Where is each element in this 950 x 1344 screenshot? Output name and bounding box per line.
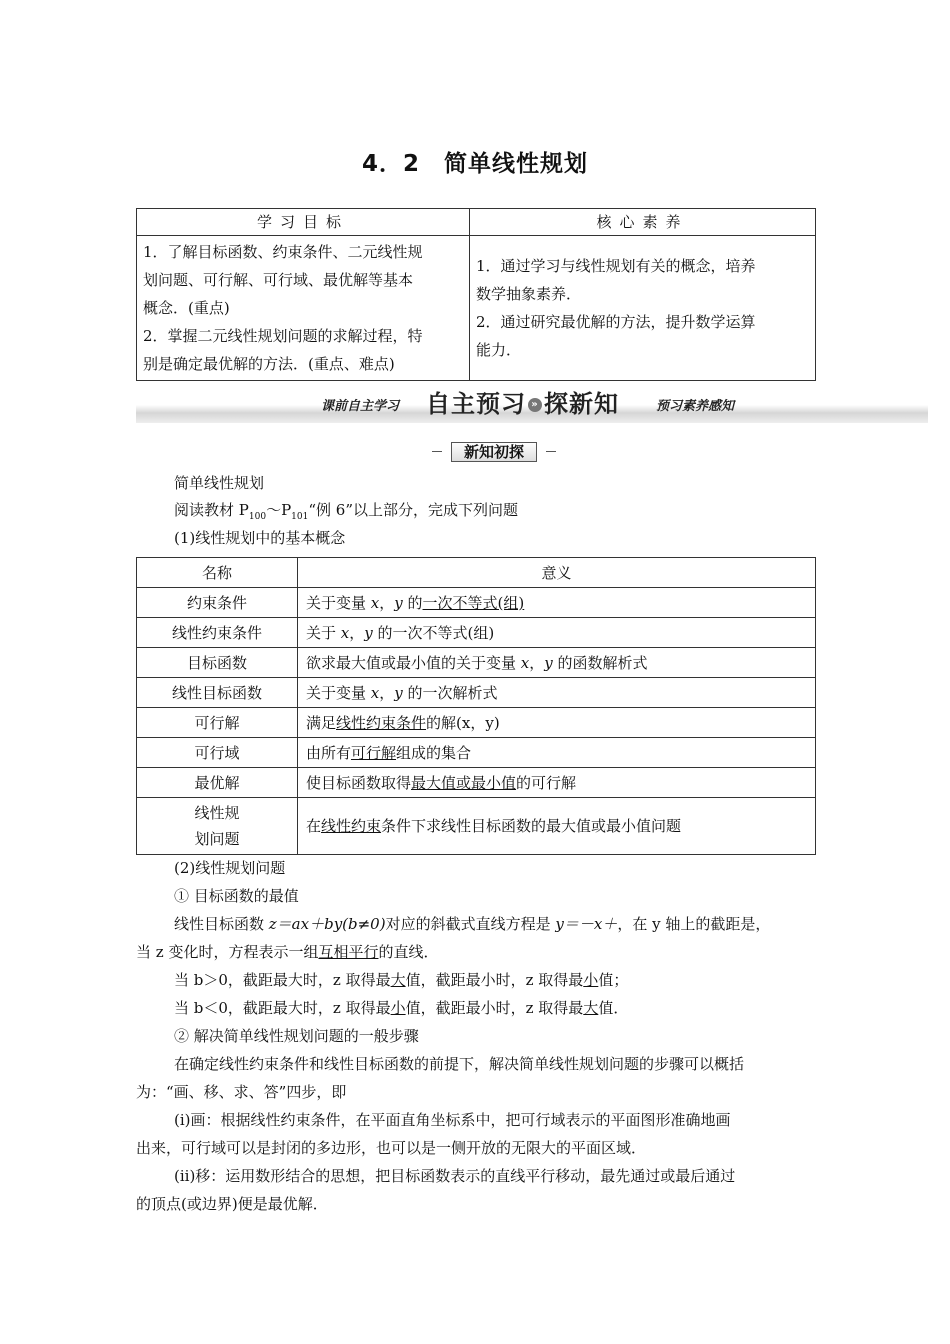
concept-name: 可行解 <box>137 708 298 738</box>
goals-right-cell <box>470 236 816 381</box>
banner-right-text: 预习素养感知 <box>656 399 735 414</box>
concept-name: 线性目标函数 <box>137 678 298 708</box>
concept-meaning: 在线性约束条件下求线性目标函数的最大值或最小值问题 <box>298 798 816 855</box>
concept-name: 可行域 <box>137 738 298 768</box>
intro-heading: 简单线性规划 <box>174 474 265 492</box>
goals-left-line: 概念．(重点) <box>143 299 230 317</box>
sub2-heading: (2)线性规划问题 <box>174 859 286 877</box>
goals-right-line: 能力． <box>476 341 522 359</box>
goals-right-line: 数学抽象素养． <box>476 285 582 303</box>
concept-meaning: 满足线性约束条件的解(x，y) <box>298 708 816 738</box>
goals-left-line: 别是确定最优解的方法．(重点、难点) <box>143 355 395 373</box>
concept-name: 约束条件 <box>137 588 298 618</box>
paragraph: (ⅱ)移：运用数形结合的思想，把目标函数表示的直线平行移动，最先通过或最后通过 <box>174 1167 736 1185</box>
item2-heading: ② 解决简单线性规划问题的一般步骤 <box>174 1027 419 1045</box>
item1-heading: ① 目标函数的最值 <box>174 887 299 905</box>
paragraph: 线性目标函数 z＝ax＋by(b≠0)对应的斜截式直线方程是 y＝－x＋，在 y 轴上的截距是， <box>174 915 771 933</box>
goals-left-line: 划问题、可行解、可行域、最优解等基本 <box>143 271 414 289</box>
paragraph: 出来，可行域可以是封闭的多边形，也可以是一侧开放的无限大的平面区域． <box>136 1139 647 1157</box>
concepts-header-meaning: 意义 <box>298 558 816 588</box>
banner-main-a: 自主预习 <box>426 390 526 418</box>
section-banner <box>136 383 928 423</box>
intro-read-a: 阅读教材 P <box>174 501 249 519</box>
banner-arrow-icon: » <box>528 398 542 412</box>
intro-read-c: “例 6”以上部分，完成下列问题 <box>308 501 518 519</box>
paragraph: 在确定线性约束条件和线性目标函数的前提下，解决简单线性规划问题的步骤可以概括 <box>174 1055 745 1073</box>
intro-sub1: (1)线性规划中的基本概念 <box>174 529 346 547</box>
goals-left-line: 2．掌握二元线性规划问题的求解过程，特 <box>143 327 423 345</box>
goals-header-left: 学习目标 <box>137 209 470 236</box>
concept-meaning: 关于变量 x，y 的一次不等式(组) <box>298 588 816 618</box>
paragraph: 为：“画、移、求、答”四步，即 <box>136 1083 347 1101</box>
concept-row <box>137 618 816 648</box>
goals-header-right: 核心素养 <box>470 209 816 236</box>
banner-left-text: 课前自主学习 <box>321 399 400 414</box>
paragraph: 当 z 变化时，方程表示一组互相平行的直线． <box>136 943 439 961</box>
paragraph: 当 b＞0，截距最大时，z 取得最大值，截距最小时，z 取得最小值； <box>174 971 629 989</box>
concept-row <box>137 678 816 708</box>
concepts-table <box>136 557 816 855</box>
section-tag-label: 新知初探 <box>451 442 537 462</box>
page-title: 4．2 简单线性规划 <box>361 151 588 177</box>
intro-read-sub2: 101 <box>291 512 309 522</box>
goals-right-line: 1．通过学习与线性规划有关的概念，培养 <box>476 257 756 275</box>
paragraph: (ⅰ)画：根据线性约束条件，在平面直角坐标系中，把可行域表示的平面图形准确地画 <box>174 1111 731 1129</box>
concept-meaning: 关于变量 x，y 的一次解析式 <box>298 678 816 708</box>
concept-name: 目标函数 <box>137 648 298 678</box>
concept-row <box>137 708 816 738</box>
concept-name: 线性规 划问题 <box>137 798 298 855</box>
concept-meaning: 关于 x，y 的一次不等式(组) <box>298 618 816 648</box>
concept-meaning: 欲求最大值或最小值的关于变量 x，y 的函数解析式 <box>298 648 816 678</box>
goals-left-line: 1．了解目标函数、约束条件、二元线性规 <box>143 243 423 261</box>
concept-name: 最优解 <box>137 768 298 798</box>
concept-meaning: 由所有可行解组成的集合 <box>298 738 816 768</box>
section-tag <box>432 442 556 462</box>
intro-read-sub1: 100 <box>248 512 267 522</box>
paragraph: 的顶点(或边界)便是最优解． <box>136 1195 328 1213</box>
goals-left-cell <box>137 236 470 381</box>
concept-row <box>137 798 816 855</box>
banner-main-b: 探新知 <box>544 390 619 418</box>
concept-row <box>137 648 816 678</box>
goals-right-line: 2．通过研究最优解的方法，提升数学运算 <box>476 313 756 331</box>
banner-main <box>426 384 619 419</box>
concept-row <box>137 588 816 618</box>
concept-name: 线性约束条件 <box>137 618 298 648</box>
intro-read-b: ～P <box>266 501 292 519</box>
paragraph: 当 b＜0，截距最大时，z 取得最小值，截距最小时，z 取得最大值． <box>174 999 629 1017</box>
concept-row <box>137 738 816 768</box>
concept-row <box>137 768 816 798</box>
concept-meaning: 使目标函数取得最大值或最小值的可行解 <box>298 768 816 798</box>
concepts-header-name: 名称 <box>137 558 298 588</box>
goals-table <box>136 208 816 381</box>
